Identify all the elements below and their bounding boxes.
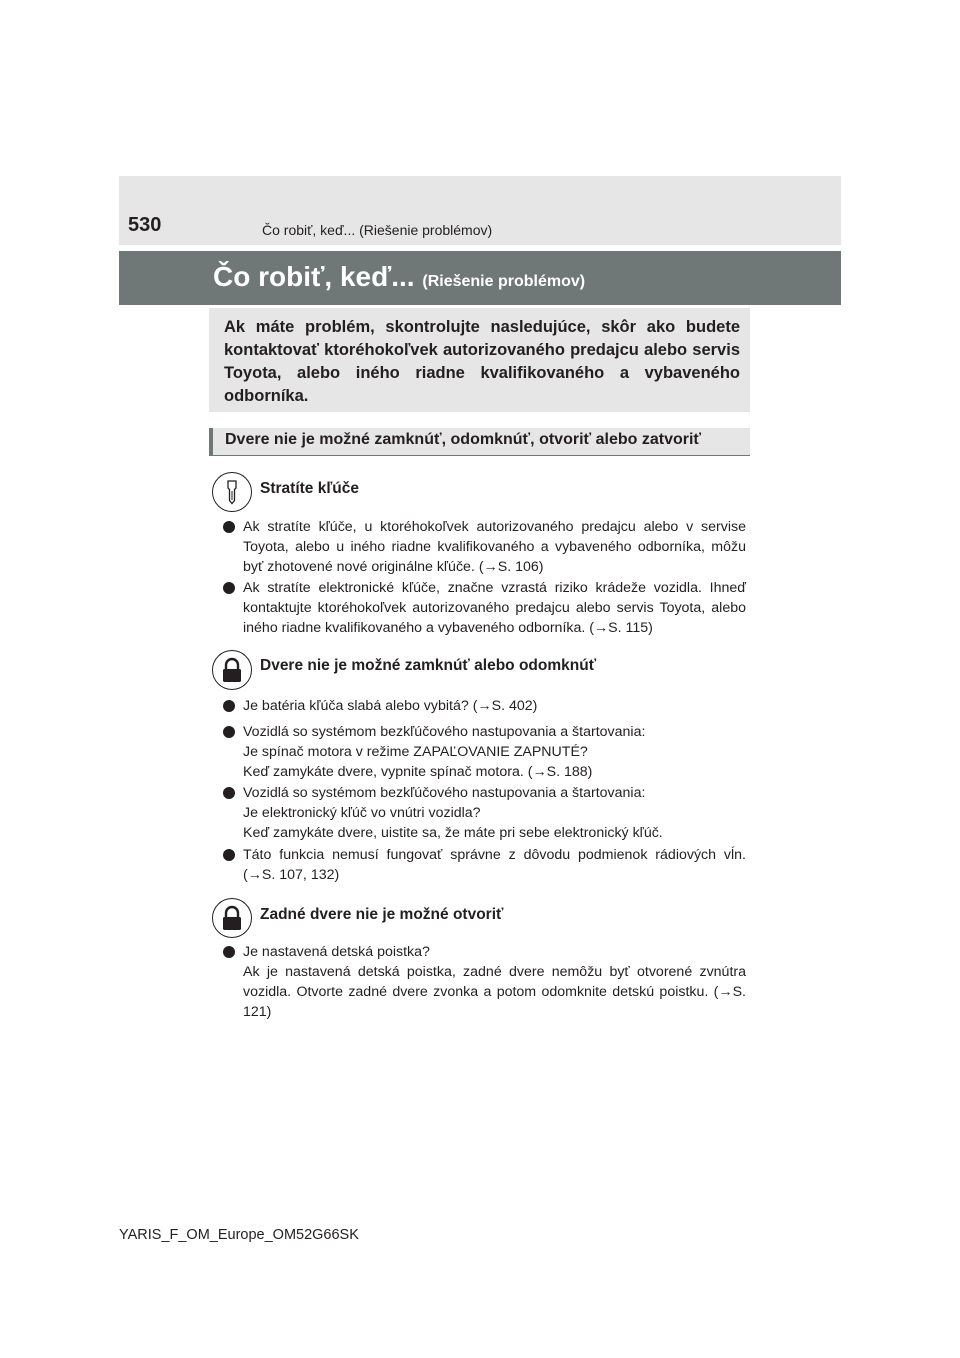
title-bar	[119, 251, 841, 305]
footer-doc-id: YARIS_F_OM_Europe_OM52G66SK	[119, 1227, 359, 1243]
list-item: Vozidlá so systémom bezkľúčového nastupovania a štartovania: Je elektronický kľúč vo vnútri vozidla? Keď zamykáte dvere, uistite sa, že máte pri sebe elektronický kľúč.	[223, 783, 746, 843]
list-item: Je nastavená detská poistka? Ak je nastavená detská poistka, zadné dvere nemôžu byť otvorené zvnútra vozidla. Otvorte zadné dvere zvonka a potom odomknite detskú poistku. (→S. 121)	[223, 942, 746, 1022]
intro-box	[209, 308, 750, 412]
intro-text: Ak máte problém, skontrolujte nasledujúce, skôr ako budete kontaktovať ktoréhokoľvek autorizovaného predajcu alebo servis Toyota, alebo iného riadne kvalifikovaného a vybaveného odborníka.	[224, 318, 740, 405]
padlock-icon	[212, 898, 252, 938]
subsection-heading: Zadné dvere nie je možné otvoriť	[260, 906, 504, 923]
bullet	[223, 946, 235, 958]
list-item: Vozidlá so systémom bezkľúčového nastupovania a štartovania: Je spínač motora v režime ZAPAĽOVANIE ZAPNUTÉ? Keď zamykáte dvere, vypnite spínač motora. (→S. 188)	[223, 722, 746, 782]
section-header	[209, 428, 750, 456]
list-item: Ak stratíte elektronické kľúče, značne vzrastá riziko krádeže vozidla. Ihneď kontaktujte ktoréhokoľvek autorizovaného predajcu alebo servis Toyota, alebo iného riadne kvalifikovaného a vybaveného odborníka. (→S. 115)	[223, 578, 746, 638]
list-item: Je batéria kľúča slabá alebo vybitá? (→S. 402)	[223, 696, 746, 716]
page-number: 530	[128, 214, 162, 236]
page-title	[213, 261, 585, 293]
bullet	[223, 521, 235, 533]
page-title-main: Čo robiť, keď...	[213, 261, 415, 292]
bullet	[223, 787, 235, 799]
list-item: Ak stratíte kľúče, u ktoréhokoľvek autorizovaného predajcu alebo v servise Toyota, alebo u iného riadne kvalifikovaného a vybaveného odborníka, môžu byť zhotovené nové originálne kľúče. (→S. 106)	[223, 517, 746, 577]
section-title: Dvere nie je možné zamknúť, odomknúť, otvoriť alebo zatvoriť	[225, 431, 702, 448]
running-head: Čo robiť, keď... (Riešenie problémov)	[262, 222, 493, 238]
bullet	[223, 582, 235, 594]
bullet	[223, 700, 235, 712]
page-title-sub: (Riešenie problémov)	[422, 273, 586, 290]
subsection-heading: Dvere nie je možné zamknúť alebo odomknúť	[260, 657, 597, 674]
bullet	[223, 726, 235, 738]
subsection-heading: Stratíte kľúče	[260, 480, 360, 497]
list-item: Táto funkcia nemusí fungovať správne z dôvodu podmienok rádiových vĺn. (→S. 107, 132)	[223, 845, 746, 885]
padlock-icon	[212, 650, 252, 690]
key-icon	[212, 472, 252, 512]
bullet	[223, 849, 235, 861]
